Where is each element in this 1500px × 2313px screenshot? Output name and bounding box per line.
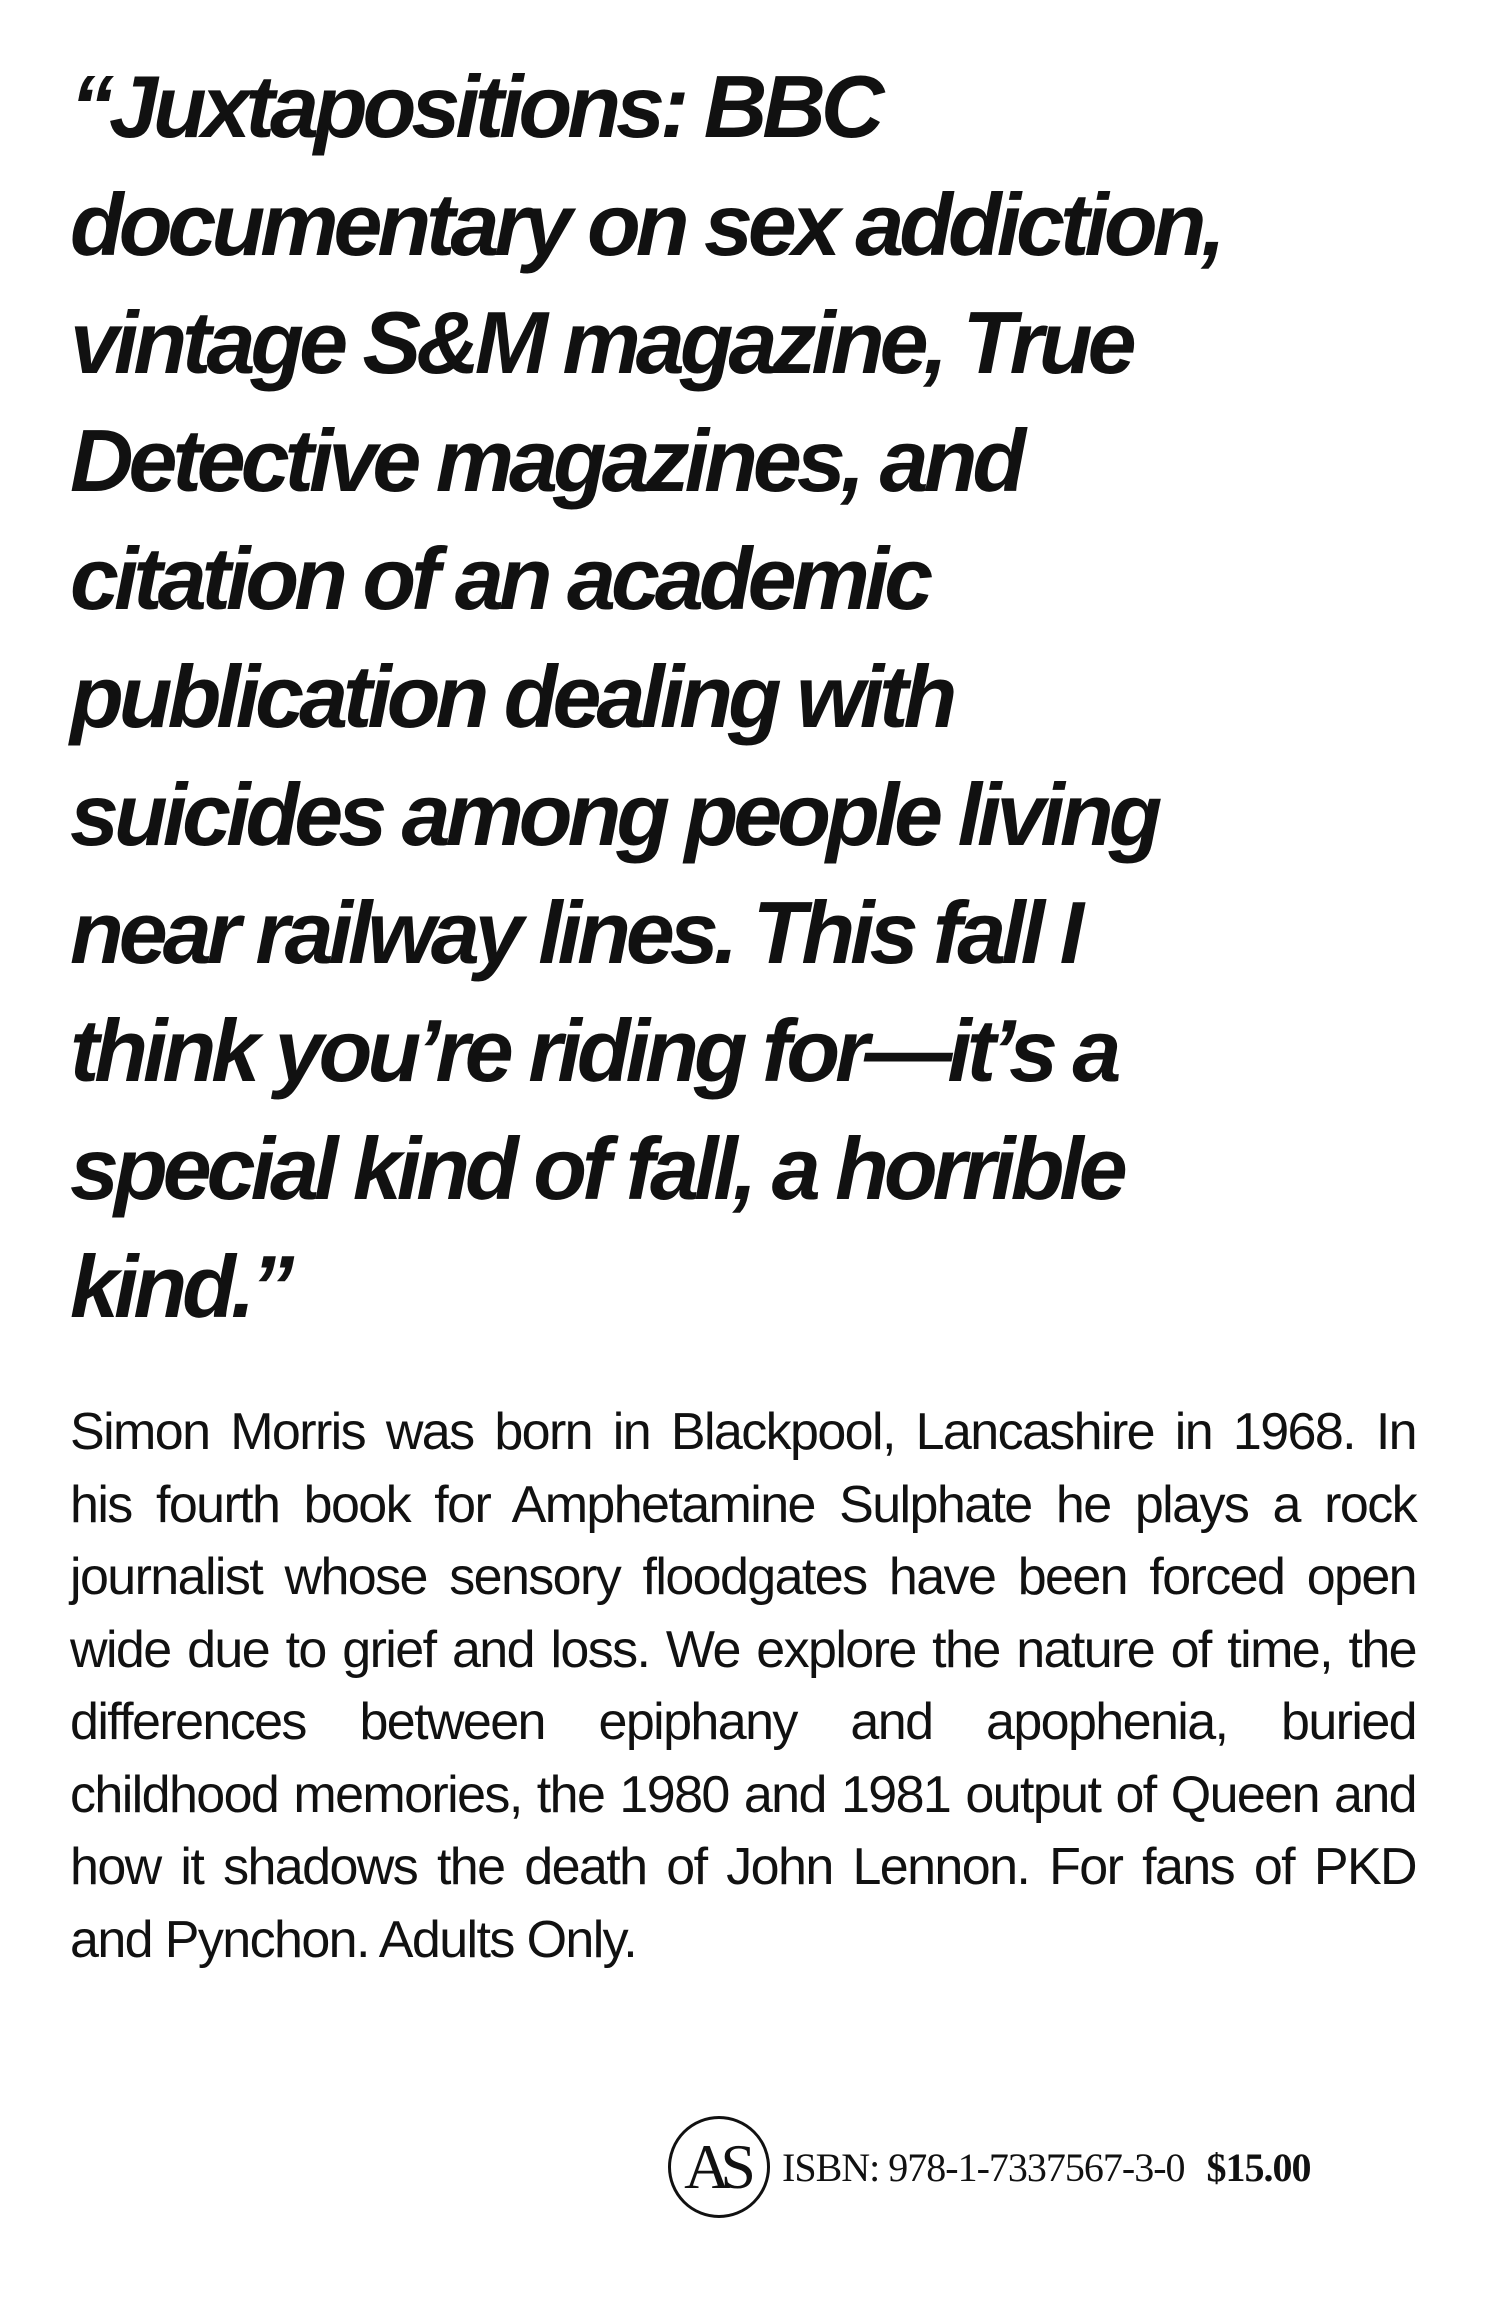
author-blurb: Simon Morris was born in Blackpool, Lancashire in 1968. In his fourth book for Amphetamine Sulphate he plays a rock journalist whose sensory floodgates have been forced open wide due to grief and loss. We explore the nature of time, the differences between epiphany and apophenia, buried childhood memories, the 1980 and 1981 output of Queen and how it shadows the death of John Lennon. For fans of PKD and Pynchon. Adults Only. xyxy=(70,1403,1416,1969)
publisher-logo: AS xyxy=(668,2116,770,2218)
book-footer xyxy=(668,2112,1311,2222)
price-label: $15.00 xyxy=(1206,2144,1311,2190)
pull-quote: “Juxtapositions: BBC documentary on sex addiction, vintage S&M magazine, True Detective magazines, and citation of an academic publication dealing with suicides among people living near railway lines. This fall I think you’re riding for—it’s a special kind of fall, a horrible kind.” xyxy=(70,57,1221,1336)
isbn-number: ISBN: 978-1-7337567-3-0 xyxy=(782,2144,1185,2190)
